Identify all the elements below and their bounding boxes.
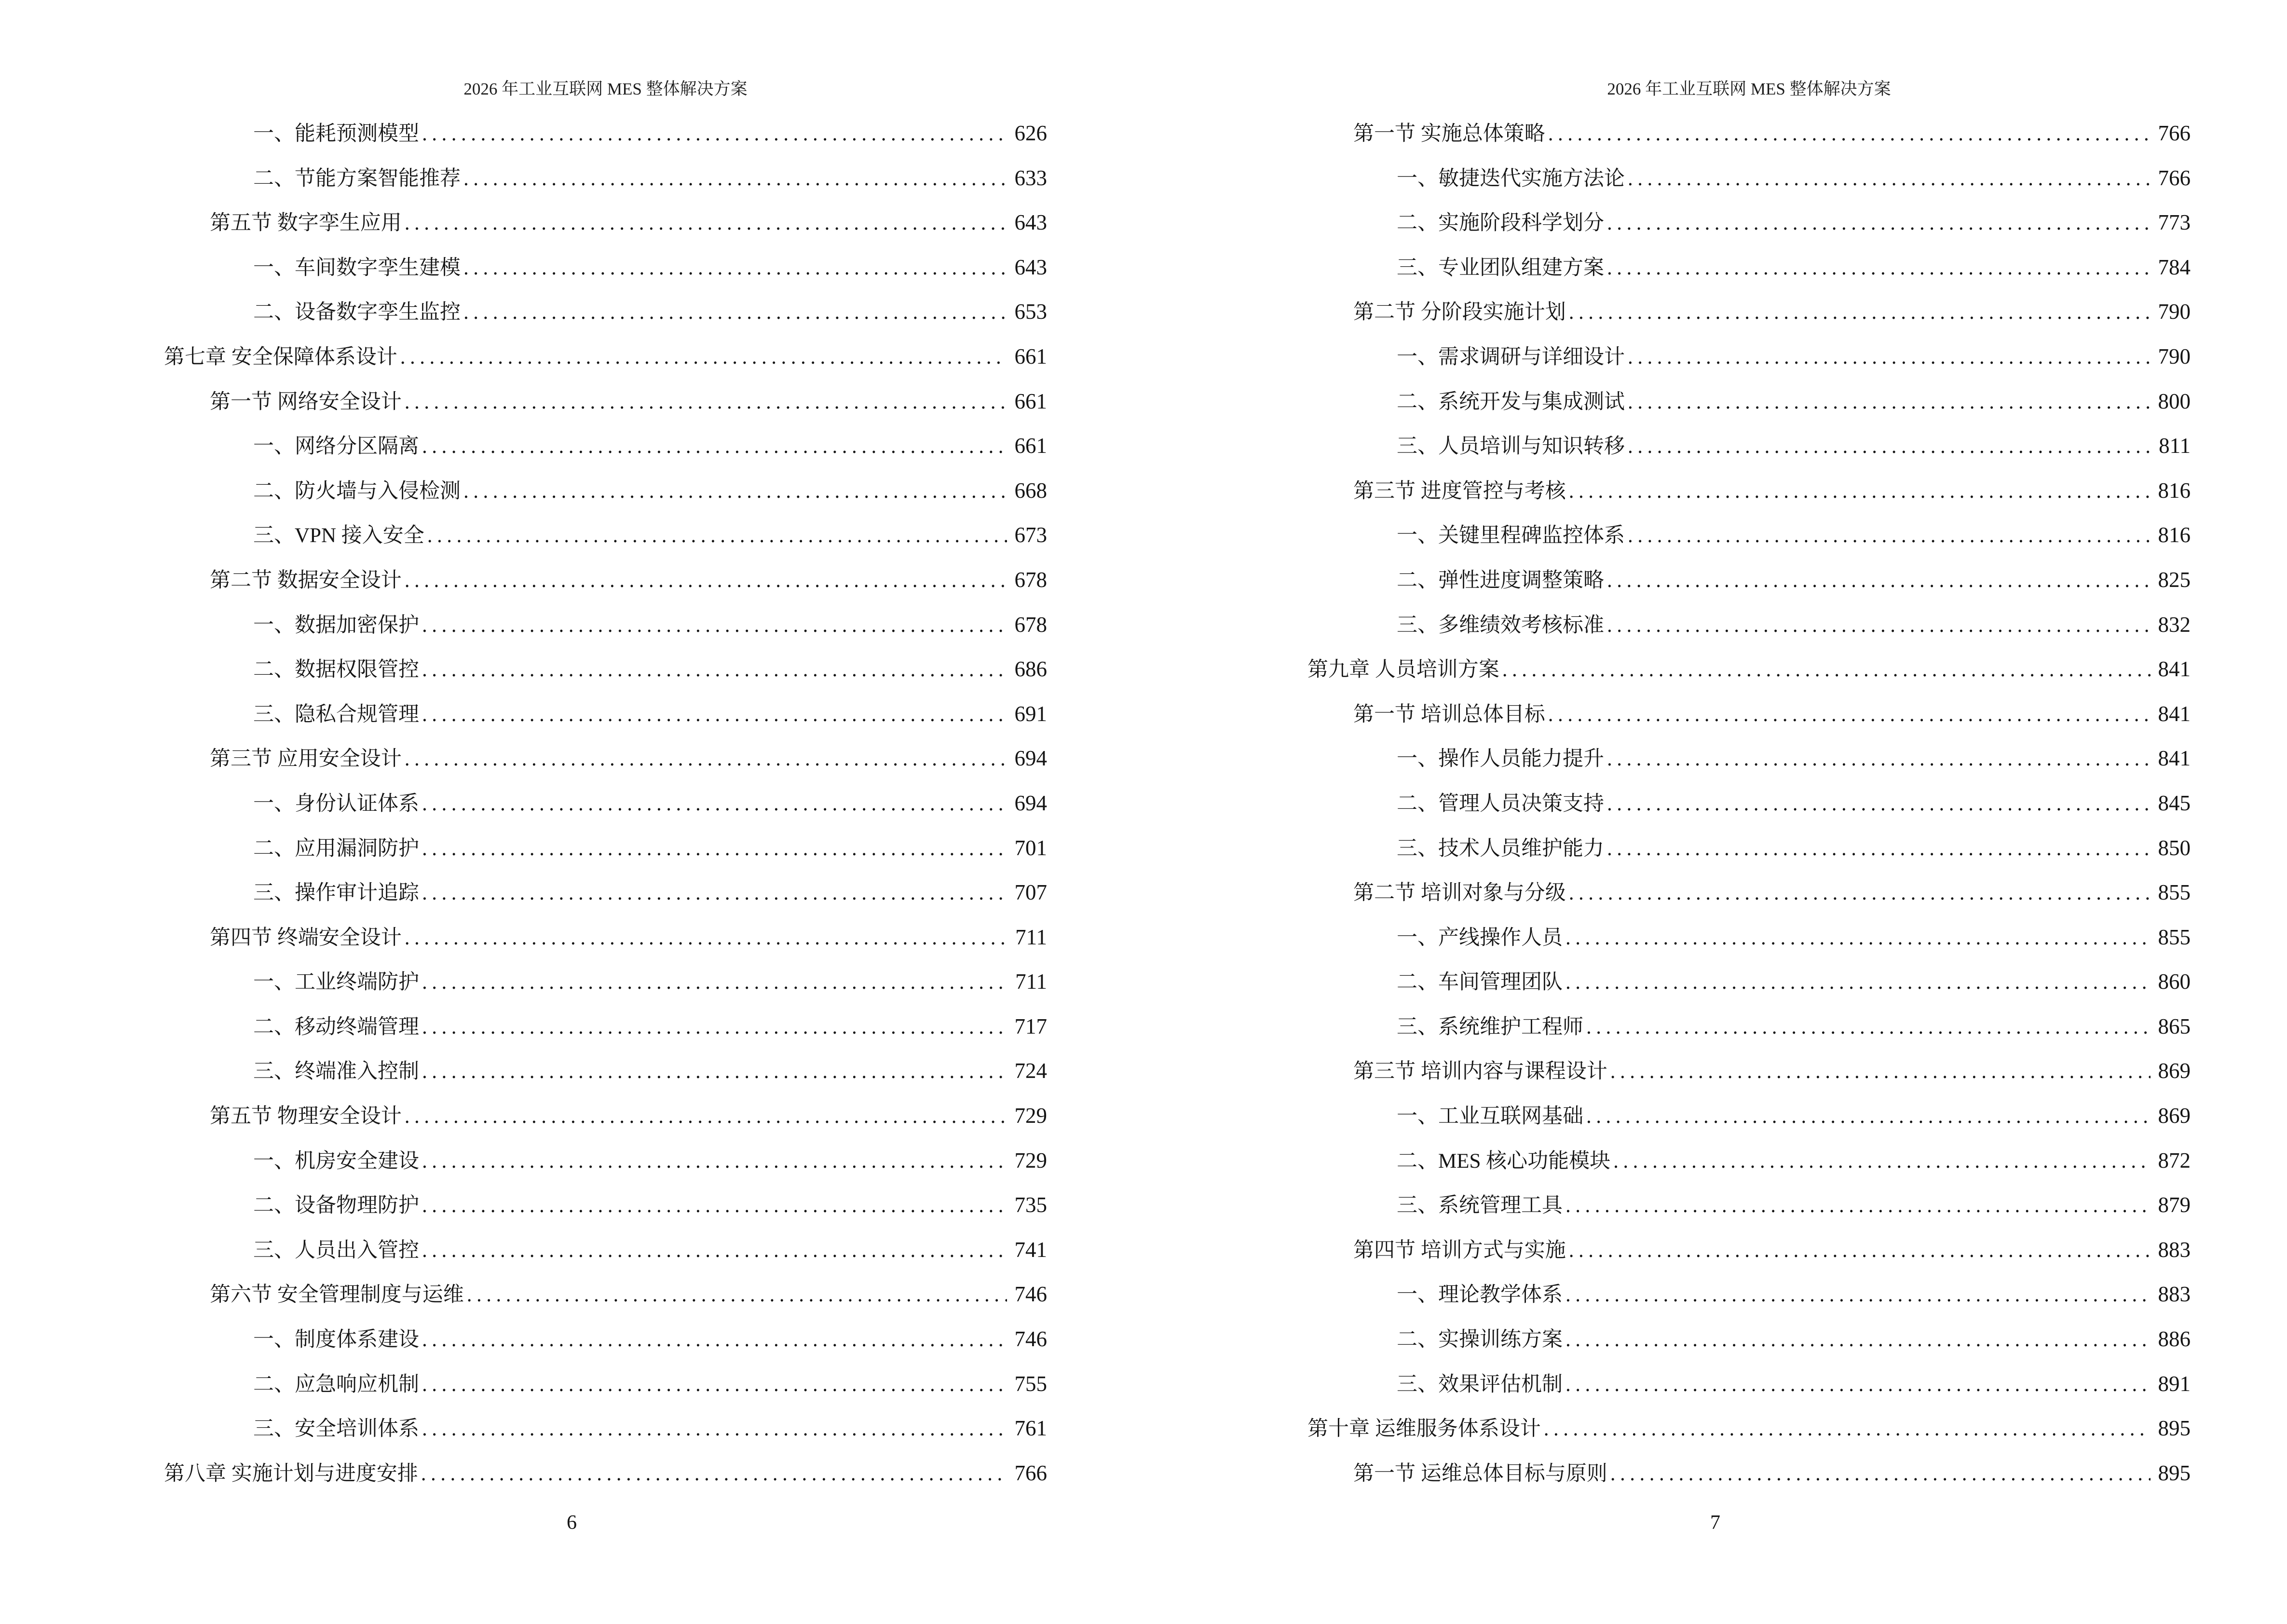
toc-entry-page-number: 766 bbox=[2158, 121, 2191, 145]
dot-leader bbox=[422, 1228, 1007, 1273]
toc-entry-page-number: 879 bbox=[2158, 1193, 2191, 1217]
dot-leader bbox=[1544, 1407, 2151, 1452]
toc-entry-page-number: 773 bbox=[2158, 210, 2191, 235]
dot-leader bbox=[422, 827, 1007, 872]
dot-leader bbox=[1566, 1273, 2151, 1318]
toc-entry-page-number: 811 bbox=[2159, 434, 2191, 458]
toc-entry bbox=[1307, 245, 2191, 290]
toc-entry bbox=[1307, 1093, 2191, 1138]
toc-entry-page-number: 724 bbox=[1014, 1059, 1047, 1083]
toc-entry-page-number: 825 bbox=[2158, 567, 2191, 592]
toc-entry-title: 第四节 终端安全设计 bbox=[210, 926, 402, 949]
toc-entry bbox=[1307, 870, 2191, 915]
dot-leader bbox=[1566, 916, 2151, 961]
toc-entry bbox=[164, 692, 1047, 737]
toc-entry bbox=[164, 1406, 1047, 1451]
toc-entry-title: 第九章 人员培训方案 bbox=[1307, 658, 1499, 682]
toc-entry-page-number: 707 bbox=[1014, 880, 1047, 905]
toc-entry bbox=[1307, 736, 2191, 781]
toc-entry-title: 三、安全培训体系 bbox=[253, 1418, 419, 1441]
toc-entry-page-number: 790 bbox=[2158, 344, 2191, 368]
toc-entry-page-number: 678 bbox=[1014, 612, 1047, 637]
page-7 bbox=[1144, 0, 2287, 1624]
toc-entry bbox=[164, 289, 1047, 334]
dot-leader bbox=[463, 157, 1007, 202]
toc-entry-page-number: 850 bbox=[2158, 835, 2191, 860]
toc-entry-title: 一、数据加密保护 bbox=[253, 614, 419, 637]
toc-entry-title: 第七章 安全保障体系设计 bbox=[164, 345, 397, 368]
toc-entry bbox=[1307, 289, 2191, 334]
toc-entry bbox=[164, 826, 1047, 871]
toc-entry bbox=[164, 379, 1047, 424]
toc-entry-title: 一、网络分区隔离 bbox=[253, 435, 419, 458]
toc-entry-page-number: 673 bbox=[1014, 523, 1047, 547]
toc-entry-title: 二、实施阶段科学划分 bbox=[1397, 212, 1604, 235]
toc-entry-title: 二、弹性进度调整策略 bbox=[1397, 569, 1604, 592]
dot-leader bbox=[422, 782, 1007, 827]
toc-entry-title: 三、系统维护工程师 bbox=[1397, 1015, 1583, 1038]
dot-leader bbox=[405, 737, 1007, 782]
toc-entry-title: 二、MES 核心功能模块 bbox=[1397, 1149, 1611, 1173]
toc-entry bbox=[1307, 1138, 2191, 1183]
toc-entry-page-number: 841 bbox=[2158, 657, 2191, 682]
toc-entry bbox=[164, 468, 1047, 513]
toc-entry-title: 第二节 数据安全设计 bbox=[210, 569, 402, 592]
toc-entry bbox=[164, 1049, 1047, 1093]
toc-entry-page-number: 746 bbox=[1014, 1327, 1047, 1351]
dot-leader bbox=[1628, 335, 2151, 380]
toc-entry bbox=[1307, 1049, 2191, 1093]
toc-entry bbox=[1307, 602, 2191, 647]
toc-entry-title: 第三节 进度管控与考核 bbox=[1353, 479, 1566, 503]
toc-entry-title: 第六节 安全管理制度与运维 bbox=[210, 1283, 464, 1307]
dot-leader bbox=[422, 1363, 1007, 1407]
toc-entry bbox=[1307, 1317, 2191, 1362]
toc-entry-page-number: 865 bbox=[2158, 1014, 2191, 1038]
toc-entry-title: 一、能耗预测模型 bbox=[253, 123, 419, 145]
dot-leader bbox=[422, 112, 1007, 157]
toc-entry-page-number: 661 bbox=[1014, 344, 1047, 368]
toc-entry-title: 第一节 网络安全设计 bbox=[210, 390, 402, 413]
toc-entry bbox=[164, 558, 1047, 602]
dot-leader bbox=[422, 1005, 1007, 1050]
toc-entry-page-number: 741 bbox=[1014, 1237, 1047, 1262]
dot-leader bbox=[1607, 559, 2151, 603]
toc-entry-title: 二、节能方案智能推荐 bbox=[253, 167, 461, 190]
toc-entry bbox=[164, 156, 1047, 201]
toc-entry-page-number: 895 bbox=[2158, 1416, 2191, 1441]
toc-entry-title: 三、人员培训与知识转移 bbox=[1397, 435, 1625, 458]
toc-entry-page-number: 701 bbox=[1014, 835, 1047, 860]
toc-entry-title: 第三节 应用安全设计 bbox=[210, 748, 402, 771]
toc-entry-title: 第五节 数字孪生应用 bbox=[210, 212, 402, 235]
dot-leader bbox=[1613, 1139, 2150, 1184]
toc-entry-page-number: 691 bbox=[1014, 701, 1047, 726]
toc-entry-page-number: 883 bbox=[2158, 1282, 2191, 1307]
toc-entry-page-number: 694 bbox=[1014, 791, 1047, 815]
dot-leader bbox=[463, 290, 1007, 335]
dot-leader bbox=[1566, 1184, 2151, 1228]
toc-entry-page-number: 661 bbox=[1014, 389, 1047, 413]
dot-leader bbox=[405, 201, 1007, 246]
toc-entry-title: 第一节 培训总体目标 bbox=[1353, 703, 1545, 726]
dot-leader bbox=[1566, 1318, 2151, 1363]
toc-entry bbox=[164, 1093, 1047, 1138]
toc-entry-page-number: 755 bbox=[1014, 1371, 1047, 1396]
toc-entry bbox=[164, 1451, 1047, 1496]
toc-entry-page-number: 661 bbox=[1014, 434, 1047, 458]
dot-leader bbox=[463, 469, 1007, 514]
toc-entry bbox=[164, 1272, 1047, 1317]
toc-entry-page-number: 886 bbox=[2158, 1327, 2191, 1351]
page-header: 2026 年工业互联网 MES 整体解决方案 bbox=[463, 80, 748, 98]
toc-entry-page-number: 855 bbox=[2158, 925, 2191, 949]
toc-entry-title: 一、操作人员能力提升 bbox=[1397, 748, 1604, 771]
toc-entry bbox=[1307, 826, 2191, 871]
toc-entry-page-number: 841 bbox=[2158, 746, 2191, 771]
toc-entry-title: 三、终端准入控制 bbox=[253, 1060, 419, 1083]
dot-leader bbox=[1569, 469, 2151, 514]
dot-leader bbox=[1628, 514, 2151, 559]
toc-entry bbox=[164, 1317, 1047, 1362]
toc-entry-page-number: 626 bbox=[1014, 121, 1047, 145]
dot-leader bbox=[1610, 1050, 2151, 1094]
toc-entry-page-number: 633 bbox=[1014, 165, 1047, 190]
dot-leader bbox=[422, 648, 1007, 693]
dot-leader bbox=[1502, 648, 2151, 693]
dot-leader bbox=[1607, 246, 2151, 291]
toc-entry-title: 三、效果评估机制 bbox=[1397, 1373, 1563, 1396]
dot-leader bbox=[422, 960, 1007, 1005]
dot-leader bbox=[422, 871, 1007, 916]
page-number: 6 bbox=[567, 1512, 577, 1534]
dot-leader bbox=[1548, 693, 2151, 737]
toc-entry-title: 一、理论教学体系 bbox=[1397, 1283, 1563, 1307]
dot-leader bbox=[422, 424, 1007, 469]
toc-entry bbox=[164, 1138, 1047, 1183]
toc-entry-page-number: 869 bbox=[2158, 1104, 2191, 1128]
page-header: 2026 年工业互联网 MES 整体解决方案 bbox=[1607, 80, 1891, 98]
dot-leader bbox=[422, 1050, 1007, 1094]
toc-entry bbox=[164, 1183, 1047, 1228]
dot-leader bbox=[1566, 960, 2151, 1005]
toc-entry-title: 第二节 分阶段实施计划 bbox=[1353, 301, 1566, 324]
toc-entry-page-number: 891 bbox=[2158, 1371, 2191, 1396]
dot-leader bbox=[463, 246, 1007, 291]
dot-leader bbox=[1628, 424, 2151, 469]
toc-entry-title: 二、防火墙与入侵检测 bbox=[253, 479, 461, 503]
toc-entry-page-number: 729 bbox=[1014, 1104, 1047, 1128]
toc-entry-title: 一、身份认证体系 bbox=[253, 792, 419, 815]
dot-leader bbox=[1548, 112, 2151, 157]
toc-entry-title: 第二节 培训对象与分级 bbox=[1353, 882, 1566, 905]
toc-entry-title: 二、系统开发与集成测试 bbox=[1397, 390, 1625, 413]
dot-leader bbox=[1607, 782, 2151, 827]
toc-entry-title: 第一节 实施总体策略 bbox=[1353, 123, 1545, 145]
toc-entry-page-number: 883 bbox=[2158, 1237, 2191, 1262]
toc-entry bbox=[1307, 558, 2191, 602]
toc-entry-page-number: 711 bbox=[1015, 969, 1047, 994]
toc-entry-title: 二、实操训练方案 bbox=[1397, 1328, 1563, 1351]
dot-leader bbox=[405, 1094, 1007, 1139]
toc-entry-page-number: 729 bbox=[1014, 1148, 1047, 1173]
toc-entry bbox=[164, 423, 1047, 468]
toc-entry-page-number: 766 bbox=[2158, 165, 2191, 190]
toc-entry-title: 一、关键里程碑监控体系 bbox=[1397, 524, 1625, 547]
toc-entry bbox=[1307, 647, 2191, 692]
toc-entry bbox=[1307, 334, 2191, 379]
toc-entry-page-number: 860 bbox=[2158, 969, 2191, 994]
toc-entry-page-number: 872 bbox=[2158, 1148, 2191, 1173]
dot-leader bbox=[1610, 1452, 2151, 1497]
toc-entry-title: 三、多维绩效考核标准 bbox=[1397, 614, 1604, 637]
toc-entry-page-number: 816 bbox=[2158, 523, 2191, 547]
toc-entry-title: 一、敏捷迭代实施方法论 bbox=[1397, 167, 1625, 190]
toc-entry bbox=[164, 245, 1047, 290]
dot-leader bbox=[1566, 1363, 2151, 1407]
toc-entry-title: 三、人员出入管控 bbox=[253, 1239, 419, 1262]
toc-entry-title: 一、产线操作人员 bbox=[1397, 926, 1563, 949]
toc-entry-page-number: 735 bbox=[1014, 1193, 1047, 1217]
toc-entry-title: 一、制度体系建设 bbox=[253, 1328, 419, 1351]
toc-entry-page-number: 694 bbox=[1014, 746, 1047, 771]
toc-entry-title: 一、需求调研与详细设计 bbox=[1397, 345, 1625, 368]
toc-entry-page-number: 790 bbox=[2158, 300, 2191, 324]
toc-entry-title: 一、车间数字孪生建模 bbox=[253, 256, 461, 279]
toc-entry bbox=[164, 959, 1047, 1004]
toc-entry-page-number: 800 bbox=[2158, 389, 2191, 413]
toc-entry-title: 第八章 实施计划与进度安排 bbox=[164, 1462, 418, 1485]
toc-entry bbox=[1307, 1406, 2191, 1451]
toc-entry bbox=[1307, 1183, 2191, 1228]
toc-entry-page-number: 678 bbox=[1014, 567, 1047, 592]
dot-leader bbox=[1586, 1094, 2151, 1139]
dot-leader bbox=[1628, 380, 2151, 425]
toc-entry bbox=[164, 781, 1047, 826]
toc-entry-title: 三、VPN 接入安全 bbox=[253, 524, 424, 547]
toc-entry bbox=[1307, 200, 2191, 245]
toc-entry-title: 三、系统管理工具 bbox=[1397, 1194, 1563, 1217]
toc-entry bbox=[164, 915, 1047, 960]
toc-entry bbox=[1307, 423, 2191, 468]
toc-entry bbox=[1307, 1272, 2191, 1317]
toc-entry-title: 二、管理人员决策支持 bbox=[1397, 792, 1604, 815]
toc-entry-title: 二、设备物理防护 bbox=[253, 1194, 419, 1217]
dot-leader bbox=[422, 1407, 1007, 1452]
toc-entry bbox=[1307, 1362, 2191, 1406]
toc-entry bbox=[164, 736, 1047, 781]
toc-entry bbox=[1307, 468, 2191, 513]
dot-leader bbox=[1607, 201, 2151, 246]
dot-leader bbox=[422, 693, 1007, 737]
toc-entry-page-number: 717 bbox=[1014, 1014, 1047, 1038]
toc-entry-page-number: 711 bbox=[1015, 925, 1047, 949]
toc-entry bbox=[164, 870, 1047, 915]
toc-entry-title: 二、移动终端管理 bbox=[253, 1015, 419, 1038]
toc-entry-title: 二、应用漏洞防护 bbox=[253, 837, 419, 860]
toc-list bbox=[1307, 111, 2191, 1495]
toc-entry-title: 三、技术人员维护能力 bbox=[1397, 837, 1604, 860]
dot-leader bbox=[1607, 737, 2151, 782]
toc-entry bbox=[1307, 156, 2191, 201]
toc-entry-page-number: 668 bbox=[1014, 478, 1047, 503]
toc-entry-title: 二、数据权限管控 bbox=[253, 658, 419, 682]
toc-entry-title: 一、工业互联网基础 bbox=[1397, 1105, 1583, 1128]
dot-leader bbox=[467, 1273, 1007, 1318]
toc-entry-title: 一、机房安全建设 bbox=[253, 1149, 419, 1173]
dot-leader bbox=[405, 559, 1007, 603]
dot-leader bbox=[422, 1318, 1007, 1363]
page-number: 7 bbox=[1710, 1512, 1720, 1534]
dot-leader bbox=[1628, 157, 2151, 202]
toc-entry-page-number: 686 bbox=[1014, 657, 1047, 682]
toc-entry bbox=[1307, 379, 2191, 424]
toc-entry-page-number: 869 bbox=[2158, 1059, 2191, 1083]
dot-leader bbox=[421, 1452, 1007, 1497]
dot-leader bbox=[405, 916, 1007, 961]
toc-entry bbox=[164, 602, 1047, 647]
toc-entry-page-number: 845 bbox=[2158, 791, 2191, 815]
toc-entry-page-number: 841 bbox=[2158, 701, 2191, 726]
dot-leader bbox=[427, 514, 1007, 559]
toc-entry bbox=[164, 647, 1047, 692]
toc-entry bbox=[1307, 959, 2191, 1004]
dot-leader bbox=[1569, 1228, 2151, 1273]
toc-entry-title: 三、隐私合规管理 bbox=[253, 703, 419, 726]
toc-entry-page-number: 895 bbox=[2158, 1460, 2191, 1485]
toc-entry-page-number: 784 bbox=[2158, 255, 2191, 279]
toc-entry-title: 二、车间管理团队 bbox=[1397, 971, 1563, 994]
toc-entry-page-number: 832 bbox=[2158, 612, 2191, 637]
dot-leader bbox=[405, 380, 1007, 425]
toc-entry-page-number: 746 bbox=[1014, 1282, 1047, 1307]
toc-entry-title: 第三节 培训内容与课程设计 bbox=[1353, 1060, 1607, 1083]
toc-entry bbox=[164, 111, 1047, 156]
toc-entry-title: 三、专业团队组建方案 bbox=[1397, 256, 1604, 279]
dot-leader bbox=[1586, 1005, 2151, 1050]
toc-entry-title: 第十章 运维服务体系设计 bbox=[1307, 1418, 1541, 1441]
toc-entry bbox=[164, 513, 1047, 558]
toc-entry-title: 二、应急响应机制 bbox=[253, 1373, 419, 1396]
toc-entry-title: 第一节 运维总体目标与原则 bbox=[1353, 1462, 1607, 1485]
toc-entry-page-number: 761 bbox=[1014, 1416, 1047, 1441]
toc-entry-title: 二、设备数字孪生监控 bbox=[253, 301, 461, 324]
toc-entry bbox=[164, 200, 1047, 245]
dot-leader bbox=[1569, 871, 2151, 916]
toc-entry-page-number: 653 bbox=[1014, 300, 1047, 324]
toc-entry bbox=[1307, 1451, 2191, 1496]
toc-entry bbox=[1307, 1228, 2191, 1272]
toc-entry-page-number: 643 bbox=[1014, 255, 1047, 279]
dot-leader bbox=[1607, 603, 2151, 648]
toc-entry-page-number: 766 bbox=[1014, 1460, 1047, 1485]
toc-entry bbox=[164, 1004, 1047, 1049]
toc-entry bbox=[1307, 513, 2191, 558]
dot-leader bbox=[422, 1139, 1007, 1184]
toc-list bbox=[164, 111, 1047, 1495]
toc-entry bbox=[1307, 915, 2191, 960]
dot-leader bbox=[1569, 290, 2151, 335]
toc-entry-title: 三、操作审计追踪 bbox=[253, 882, 419, 905]
dot-leader bbox=[422, 603, 1007, 648]
toc-entry bbox=[1307, 781, 2191, 826]
toc-entry-page-number: 643 bbox=[1014, 210, 1047, 235]
toc-entry bbox=[164, 334, 1047, 379]
toc-entry-title: 一、工业终端防护 bbox=[253, 971, 419, 994]
dot-leader bbox=[400, 335, 1007, 380]
toc-entry-page-number: 855 bbox=[2158, 880, 2191, 905]
toc-entry-title: 第五节 物理安全设计 bbox=[210, 1105, 402, 1128]
dot-leader bbox=[422, 1184, 1007, 1228]
toc-entry-page-number: 816 bbox=[2158, 478, 2191, 503]
toc-entry-title: 第四节 培训方式与实施 bbox=[1353, 1239, 1566, 1262]
toc-entry bbox=[164, 1362, 1047, 1406]
toc-entry bbox=[1307, 111, 2191, 156]
dot-leader bbox=[1607, 827, 2151, 872]
toc-entry bbox=[1307, 1004, 2191, 1049]
toc-entry bbox=[1307, 692, 2191, 737]
toc-entry bbox=[164, 1228, 1047, 1272]
